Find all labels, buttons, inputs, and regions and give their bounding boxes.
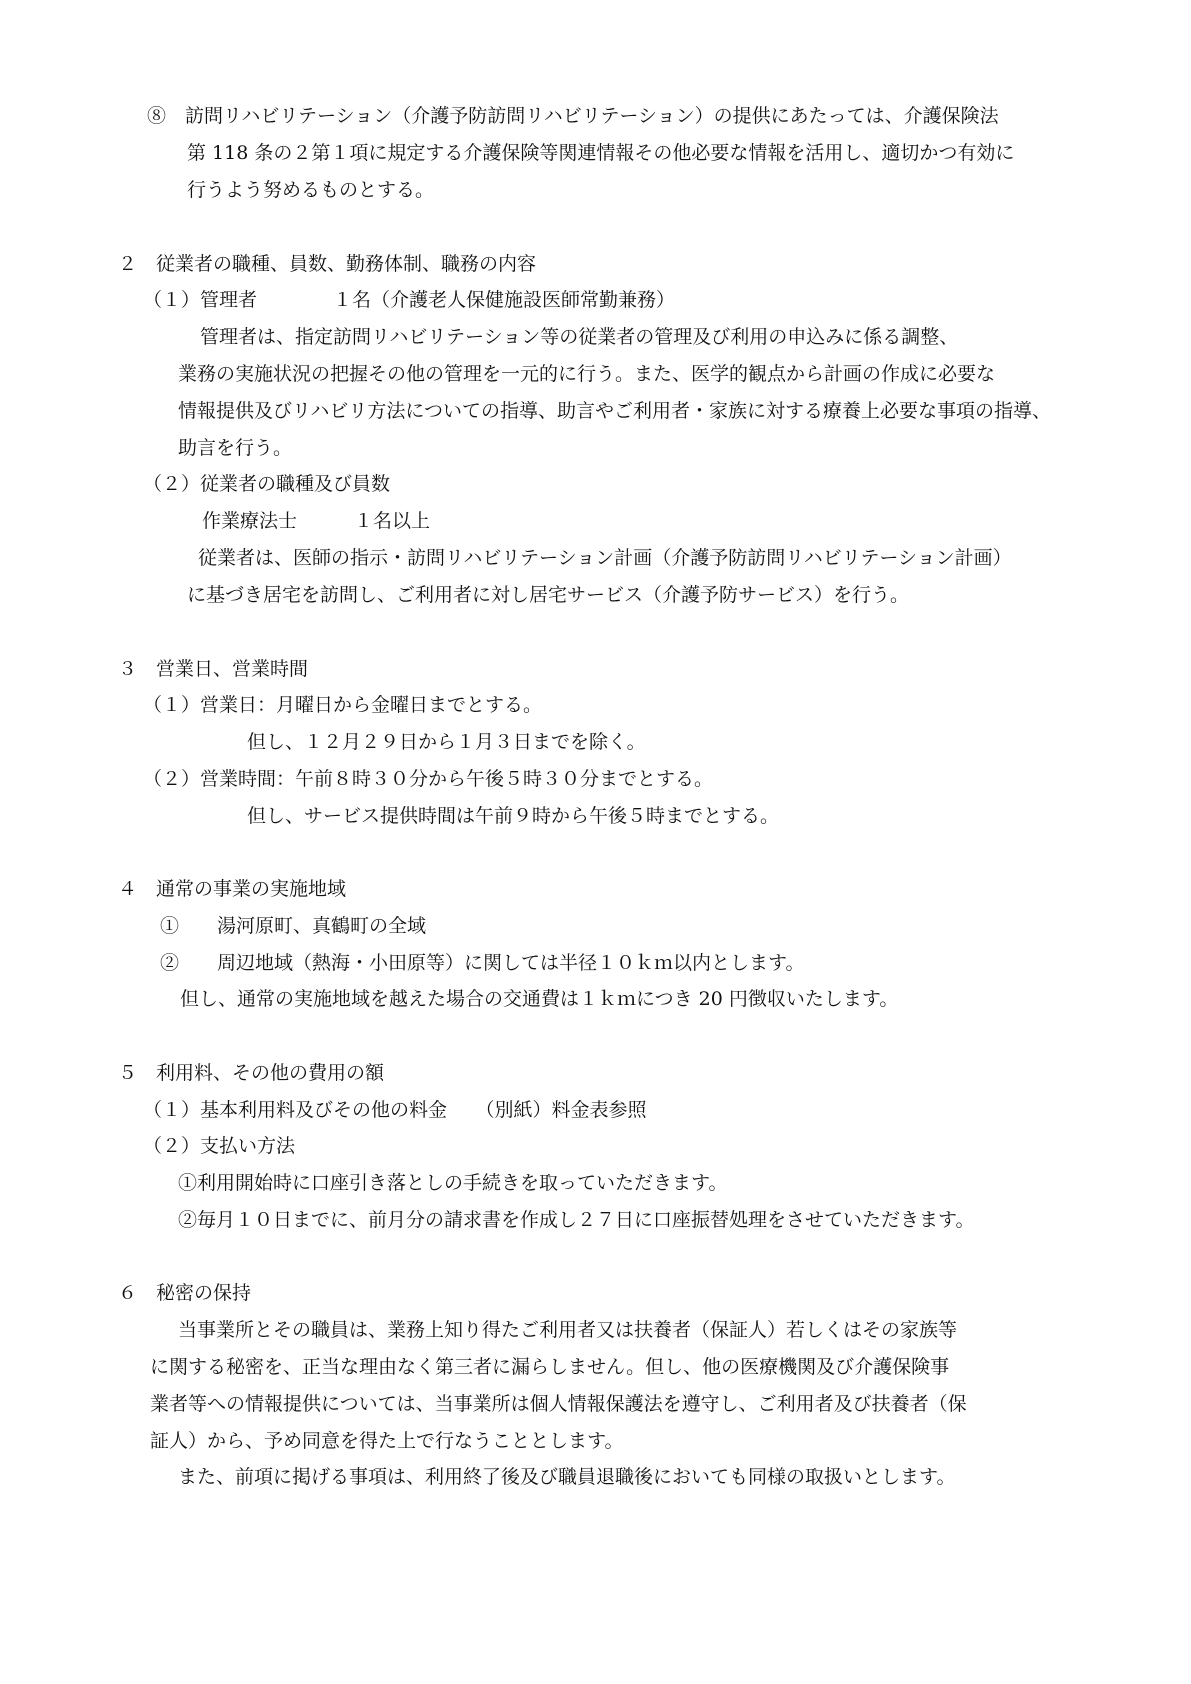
section2-sub2-para-line2: に基づき居宅を訪問し、ご利用者に対し居宅サービス（介護予防サービス）を行う。 xyxy=(187,584,910,606)
section2-sub1-heading: （１）管理者 １名（介護老人保健施設医師常勤兼務） xyxy=(143,289,676,311)
section2-sub1-para-line4: 助言を行う。 xyxy=(178,437,293,459)
section4-heading: ４ 通常の事業の実施地域 xyxy=(118,878,347,900)
section2-sub1-para-line3: 情報提供及びリハビリ方法についての指導、助言やご利用者・家族に対する療養上必要な事項の指導、 xyxy=(178,400,1052,422)
section5-sub1: （１）基本利用料及びその他の料金 （別紙）料金表参照 xyxy=(143,1099,647,1121)
item8-line3: 行うよう努めるものとする。 xyxy=(187,179,435,201)
section6-para-line4: 証人）から、予め同意を得た上で行なうこととします。 xyxy=(150,1430,624,1452)
section6-para-line2: に関する秘密を、正当な理由なく第三者に漏らしません。但し、他の医療機関及び介護保険事 xyxy=(150,1356,950,1378)
section3-days-note: 但し、１２月２９日から１月３日までを除く。 xyxy=(247,731,646,753)
section2-sub2-heading: （２）従業者の職種及び員数 xyxy=(143,473,391,495)
section3-hours: （２）営業時間：午前８時３０分から午後５時３０分までとする。 xyxy=(143,768,714,790)
section4-note: 但し、通常の実施地域を越えた場合の交通費は１ｋｍにつき 20 円徴収いたします。 xyxy=(180,988,899,1010)
section2-sub2-para-line1: 従業者は、医師の指示・訪問リハビリテーション計画（介護予防訪問リハビリテーション計画） xyxy=(198,547,1012,569)
section3-hours-note: 但し、サービス提供時間は午前９時から午後５時までとする。 xyxy=(247,805,780,827)
section6-para-line1: 当事業所とその職員は、業務上知り得たご利用者又は扶養者（保証人）若しくはその家族等 xyxy=(178,1319,958,1341)
section5-payment-item1: ①利用開始時に口座引き落としの手続きを取っていただきます。 xyxy=(178,1172,728,1194)
item8-line2: 第 118 条の２第１項に規定する介護保険等関連情報その他必要な情報を活用し、適切かつ有効に xyxy=(187,142,1015,164)
section2-heading: ２ 従業者の職種、員数、勤務体制、職務の内容 xyxy=(118,253,537,275)
section2-sub1-para-line2: 業務の実施状況の把握その他の管理を一元的に行う。また、医学的観点から計画の作成に必要な xyxy=(178,363,996,385)
section5-heading: ５ 利用料、その他の費用の額 xyxy=(118,1062,385,1084)
section3-heading: ３ 営業日、営業時間 xyxy=(118,658,309,680)
section4-area-item1: ① 湯河原町、真鶴町の全域 xyxy=(160,915,427,937)
section2-sub1-para-line1: 管理者は、指定訪問リハビリテーション等の従業者の管理及び利用の申込みに係る調整、 xyxy=(200,326,959,348)
section3-days: （１）営業日：月曜日から金曜日までとする。 xyxy=(143,694,543,716)
section4-area-item2: ② 周辺地域（熱海・小田原等）に関しては半径１０ｋｍ以内とします。 xyxy=(160,952,805,974)
section5-sub2: （２）支払い方法 xyxy=(143,1135,296,1157)
section6-para-line3: 業者等への情報提供については、当事業所は個人情報保護法を遵守し、ご利用者及び扶養者（保 xyxy=(150,1393,967,1415)
section2-sub2-staff: 作業療法士 １名以上 xyxy=(202,510,431,532)
item8-line1: ⑧ 訪問リハビリテーション（介護予防訪問リハビリテーション）の提供にあたっては、介護保険法 xyxy=(147,105,999,127)
section6-heading: ６ 秘密の保持 xyxy=(118,1282,252,1304)
section6-para-line5: また、前項に掲げる事項は、利用終了後及び職員退職後においても同様の取扱いとします。 xyxy=(178,1466,956,1488)
section5-payment-item2: ②毎月１０日までに、前月分の請求書を作成し２７日に口座振替処理をさせていただきます。 xyxy=(178,1209,975,1231)
